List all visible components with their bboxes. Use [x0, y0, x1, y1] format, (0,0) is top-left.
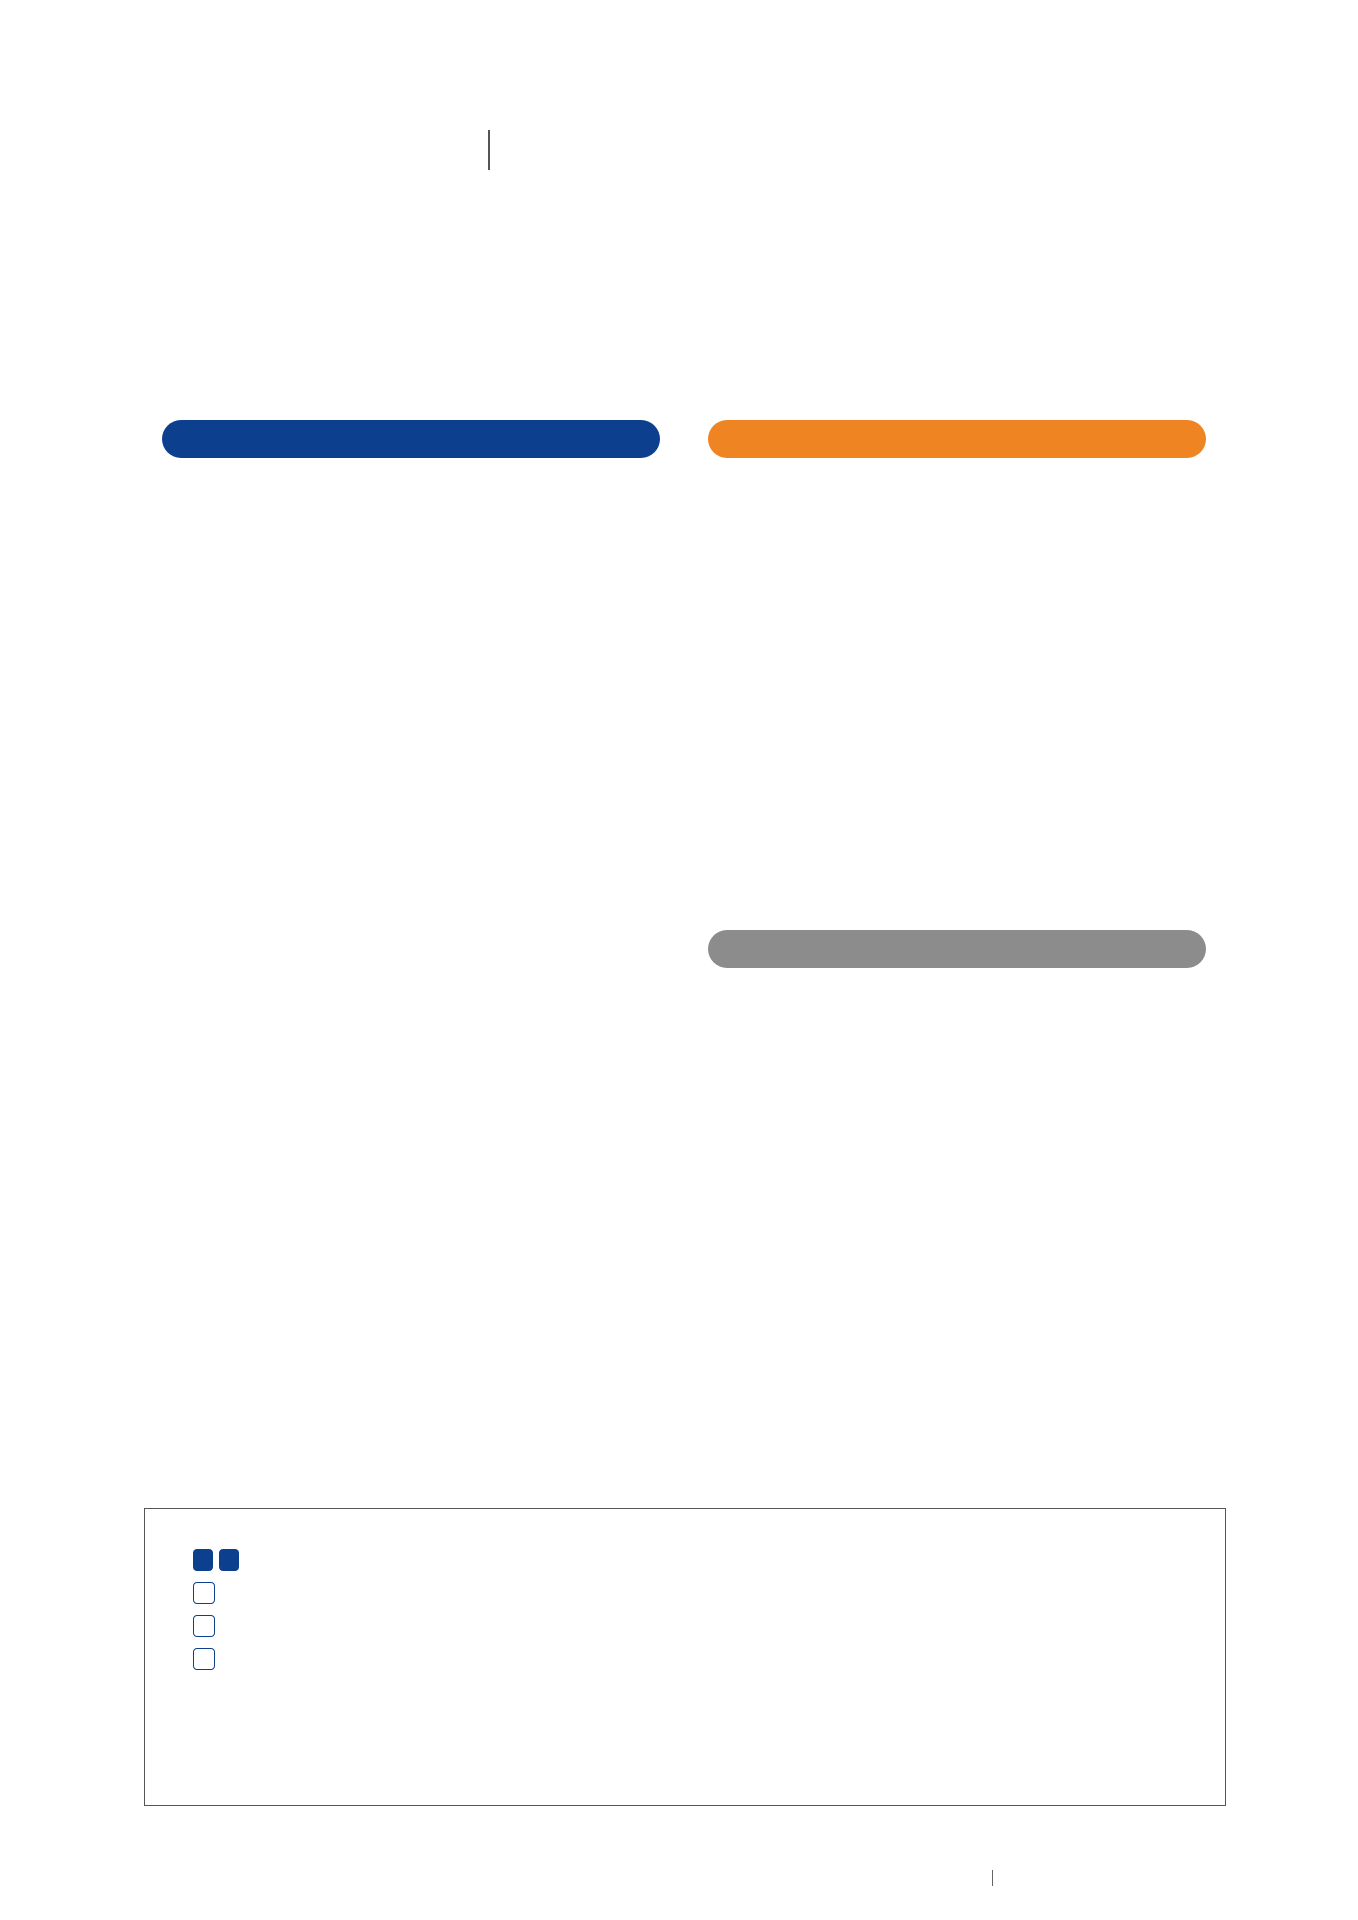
badge-construction-included [193, 1549, 213, 1571]
badge-assembly-extra [193, 1615, 215, 1637]
lineup-heading [162, 420, 660, 458]
info-heading [708, 930, 1206, 968]
note-line-4 [175, 1642, 1195, 1675]
exterior-section [714, 420, 1200, 464]
note-line-1 [175, 1543, 1195, 1576]
badge-shipping-included [219, 1549, 239, 1571]
note-line-6 [175, 1734, 1195, 1767]
info-section [714, 930, 1200, 974]
badge-shipping-extra [193, 1582, 215, 1604]
note-line-2 [175, 1576, 1195, 1609]
price-notes-box [144, 1508, 1226, 1806]
footer-catalog [978, 1866, 1007, 1889]
badge-construction-extra [193, 1648, 215, 1670]
note-line-4-footnote [175, 1675, 1195, 1701]
title-divider [488, 130, 490, 170]
lineup-section [168, 420, 654, 464]
exterior-heading [708, 420, 1206, 458]
note-line-3 [175, 1609, 1195, 1642]
note-line-5 [175, 1701, 1195, 1734]
footer-divider [992, 1870, 993, 1886]
